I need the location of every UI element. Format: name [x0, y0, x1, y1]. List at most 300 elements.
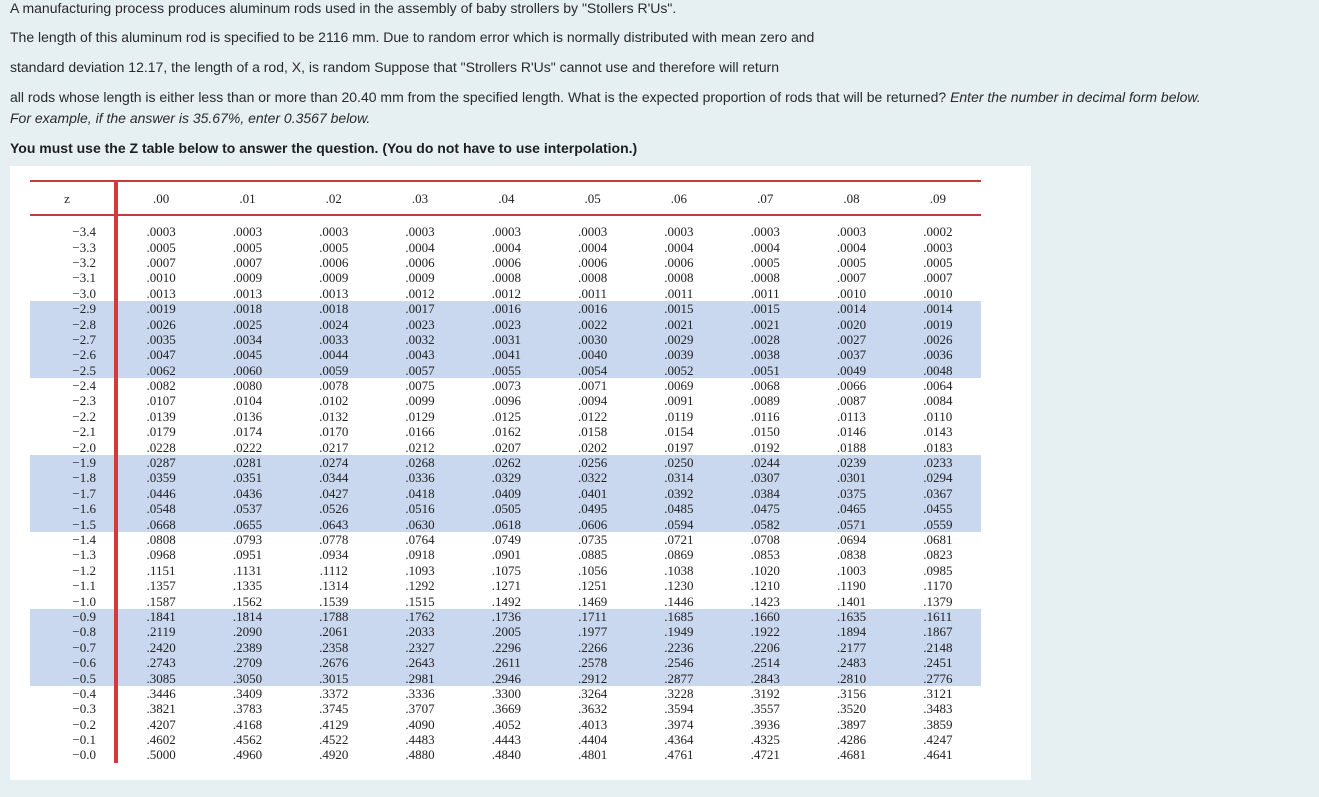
probability-cell: .0039 [636, 347, 722, 362]
table-row [30, 563, 981, 578]
z-value: −2.6 [30, 347, 116, 362]
probability-cell: .4920 [319, 747, 349, 763]
probability-cell: .2177 [808, 640, 894, 655]
probability-cell: .2451 [895, 655, 981, 670]
probability-cell: .3228 [664, 685, 694, 701]
probability-cell: .0015 [636, 301, 722, 316]
probability-cell: .0003 [405, 224, 435, 240]
probability-cell: .0222 [232, 439, 263, 455]
probability-cell: .1230 [664, 578, 694, 594]
probability-cell: .0006 [491, 254, 521, 270]
question-line-4 [10, 89, 1201, 105]
probability-cell: .0694 [836, 532, 867, 547]
probability-cell: .4013 [578, 716, 608, 732]
probability-cell: .0336 [377, 470, 463, 485]
z-value: −0.9 [30, 609, 116, 624]
z-value: −0.3 [30, 701, 116, 716]
probability-cell: .0011 [664, 285, 694, 301]
probability-cell: .0055 [463, 363, 549, 378]
probability-cell: .1401 [836, 593, 867, 609]
z-value: −0.1 [30, 732, 116, 747]
probability-cell: .0007 [232, 254, 263, 270]
probability-cell: .0202 [578, 439, 608, 455]
probability-cell: .0005 [923, 254, 953, 270]
z-value: −2.9 [30, 301, 116, 316]
probability-cell: .3446 [146, 685, 176, 701]
probability-cell: .0375 [808, 486, 894, 501]
probability-cell: .0041 [463, 347, 549, 362]
probability-cell: .0007 [146, 254, 176, 270]
probability-cell: .0010 [146, 270, 176, 286]
probability-cell: .1075 [491, 562, 521, 578]
probability-cell: .0367 [895, 486, 981, 501]
probability-cell: .4325 [750, 732, 780, 748]
probability-cell: .0294 [895, 470, 981, 485]
probability-cell: .2061 [291, 624, 377, 639]
probability-cell: .0287 [116, 455, 204, 470]
probability-cell: .3300 [491, 685, 521, 701]
probability-cell: .2206 [722, 640, 808, 655]
probability-cell: .0174 [232, 424, 263, 440]
probability-cell: .0655 [204, 516, 290, 531]
z-value: −1.5 [30, 516, 116, 531]
probability-cell: .0985 [923, 562, 953, 578]
probability-cell: .0006 [405, 254, 435, 270]
probability-cell: .0793 [232, 532, 263, 547]
z-value: −0.7 [30, 640, 116, 655]
probability-cell: .0035 [116, 332, 204, 347]
probability-cell: .3936 [750, 716, 780, 732]
probability-cell: .1492 [491, 593, 521, 609]
probability-cell: .0505 [463, 501, 549, 516]
probability-cell: .0188 [836, 439, 867, 455]
col-header: .02 [291, 181, 377, 215]
probability-cell: .0016 [549, 301, 635, 316]
probability-cell: .0005 [146, 239, 176, 255]
table-row [30, 286, 981, 301]
table-row [30, 547, 981, 562]
probability-cell: .4207 [146, 716, 176, 732]
probability-cell: .2546 [636, 655, 722, 670]
probability-cell: .0003 [232, 224, 263, 240]
probability-cell: .4483 [405, 732, 435, 748]
col-header: .03 [377, 181, 463, 215]
probability-cell: .0401 [549, 486, 635, 501]
probability-cell: .1357 [146, 578, 176, 594]
probability-cell: .1446 [664, 593, 694, 609]
probability-cell: .3156 [836, 685, 867, 701]
probability-cell: .0038 [722, 347, 808, 362]
probability-cell: .1635 [808, 609, 894, 624]
probability-cell: .0004 [750, 239, 780, 255]
probability-cell: .0051 [722, 363, 808, 378]
probability-cell: .1685 [636, 609, 722, 624]
probability-cell: .0023 [463, 316, 549, 331]
probability-cell: .0217 [319, 439, 349, 455]
probability-cell: .0013 [232, 285, 263, 301]
probability-cell: .3974 [664, 716, 694, 732]
probability-cell: .0113 [837, 408, 866, 424]
probability-cell: .2776 [895, 670, 981, 685]
probability-cell: .0681 [923, 532, 953, 547]
table-row [30, 347, 981, 362]
probability-cell: .2090 [204, 624, 290, 639]
probability-cell: .0027 [808, 332, 894, 347]
probability-cell: .1038 [664, 562, 694, 578]
probability-cell: .0030 [549, 332, 635, 347]
probability-cell: .0028 [722, 332, 808, 347]
probability-cell: .0068 [750, 378, 780, 394]
probability-cell: .0016 [463, 301, 549, 316]
probability-cell: .2981 [377, 670, 463, 685]
table-row [30, 455, 981, 470]
probability-cell: .0409 [463, 486, 549, 501]
probability-cell: .0003 [146, 224, 176, 240]
probability-cell: .0262 [463, 455, 549, 470]
probability-cell: .2119 [116, 624, 204, 639]
probability-cell: .0007 [836, 270, 867, 286]
z-value: −2.3 [30, 393, 116, 408]
probability-cell: .4443 [491, 732, 521, 748]
probability-cell: .4641 [923, 747, 953, 763]
probability-cell: .0104 [232, 393, 263, 409]
probability-cell: .0384 [722, 486, 808, 501]
probability-cell: .3897 [836, 716, 867, 732]
probability-cell: .1020 [750, 562, 780, 578]
probability-cell: .0004 [491, 239, 521, 255]
probability-cell: .0250 [636, 455, 722, 470]
probability-cell: .0934 [319, 547, 349, 563]
probability-cell: .0838 [836, 547, 867, 563]
probability-cell: .0735 [578, 532, 608, 547]
probability-cell: .0749 [491, 532, 521, 547]
probability-cell: .0021 [636, 316, 722, 331]
probability-cell: .4721 [750, 747, 780, 763]
probability-cell: .2843 [722, 670, 808, 685]
table-row [30, 439, 981, 454]
probability-cell: .0059 [291, 363, 377, 378]
probability-cell: .2389 [204, 640, 290, 655]
table-row [30, 686, 981, 701]
probability-cell: .1894 [808, 624, 894, 639]
probability-cell: .0040 [549, 347, 635, 362]
table-row [30, 624, 981, 639]
probability-cell: .0071 [578, 378, 608, 394]
probability-cell: .1922 [722, 624, 808, 639]
z-value: −1.6 [30, 501, 116, 516]
probability-cell: .4562 [232, 732, 263, 748]
probability-cell: .0043 [377, 347, 463, 362]
probability-cell: .0150 [750, 424, 780, 440]
probability-cell: .0158 [578, 424, 608, 440]
probability-cell: .0475 [722, 501, 808, 516]
probability-cell: .0064 [923, 378, 953, 394]
probability-cell: .2643 [377, 655, 463, 670]
probability-cell: .0244 [722, 455, 808, 470]
z-value: −1.9 [30, 455, 116, 470]
probability-cell: .0057 [377, 363, 463, 378]
probability-cell: .0008 [491, 270, 521, 286]
probability-cell: .0559 [895, 516, 981, 531]
probability-cell: .0329 [463, 470, 549, 485]
z-value: −3.3 [30, 239, 116, 254]
probability-cell: .0446 [116, 486, 204, 501]
z-value: −1.8 [30, 470, 116, 485]
probability-cell: .0146 [836, 424, 867, 440]
question-line-4-hint: Enter the number in decimal form below. [950, 89, 1201, 105]
probability-cell: .0036 [895, 347, 981, 362]
probability-cell: .1562 [232, 593, 263, 609]
probability-cell: .3015 [291, 670, 377, 685]
probability-cell: .0033 [291, 332, 377, 347]
table-row [30, 732, 981, 747]
probability-cell: .3745 [319, 701, 349, 717]
z-value: −3.2 [30, 255, 116, 270]
probability-cell: .0778 [319, 532, 349, 547]
table-row [30, 301, 981, 316]
table-row [30, 701, 981, 716]
probability-cell: .2266 [549, 640, 635, 655]
probability-cell: .4129 [319, 716, 349, 732]
question-line-4-text: all rods whose length is either less than or more than 20.40 mm from the specified length. What is the expected proportion of rods that will be returned? [10, 89, 951, 105]
probability-cell: .0606 [549, 516, 635, 531]
probability-cell: .0125 [491, 408, 521, 424]
probability-cell: .1056 [578, 562, 608, 578]
probability-cell: .0102 [319, 393, 349, 409]
col-header: .05 [549, 181, 635, 215]
probability-cell: .0495 [549, 501, 635, 516]
probability-cell: .0005 [319, 239, 349, 255]
probability-cell: .0116 [750, 408, 780, 424]
probability-cell: .0003 [664, 224, 694, 240]
probability-cell: .0122 [578, 408, 608, 424]
probability-cell: .1190 [837, 578, 866, 594]
probability-cell: .1271 [491, 578, 521, 594]
probability-cell: .4090 [405, 716, 435, 732]
z-table-image [10, 166, 1031, 780]
probability-cell: .2296 [463, 640, 549, 655]
z-value: −0.6 [30, 655, 116, 670]
table-row [30, 501, 981, 516]
probability-cell: .0066 [836, 378, 867, 394]
z-table-body [30, 224, 981, 763]
probability-cell: .2912 [549, 670, 635, 685]
probability-cell: .0136 [232, 408, 263, 424]
table-row [30, 655, 981, 670]
z-table [30, 180, 981, 763]
table-row [30, 270, 981, 285]
probability-cell: .1539 [319, 593, 349, 609]
probability-cell: .0011 [578, 285, 608, 301]
table-row [30, 363, 981, 378]
probability-cell: .1292 [405, 578, 435, 594]
probability-cell: .0170 [319, 424, 349, 440]
table-row [30, 747, 981, 762]
probability-cell: .0024 [291, 316, 377, 331]
probability-cell: .0025 [204, 316, 290, 331]
probability-cell: .1112 [319, 562, 348, 578]
probability-cell: .1093 [405, 562, 435, 578]
probability-cell: .0359 [116, 470, 204, 485]
probability-cell: .0045 [204, 347, 290, 362]
col-header: .08 [808, 181, 894, 215]
probability-cell: .0455 [895, 501, 981, 516]
z-value: −1.2 [30, 563, 116, 578]
probability-cell: .4880 [405, 747, 435, 763]
probability-cell: .2327 [377, 640, 463, 655]
probability-cell: .0918 [405, 547, 435, 563]
probability-cell: .2005 [463, 624, 549, 639]
probability-cell: .0901 [491, 547, 521, 563]
probability-cell: .4052 [491, 716, 521, 732]
probability-cell: .0427 [291, 486, 377, 501]
probability-cell: .0015 [722, 301, 808, 316]
probability-cell: .0084 [923, 393, 953, 409]
probability-cell: .0018 [291, 301, 377, 316]
probability-cell: .1210 [750, 578, 780, 594]
probability-cell: .0052 [636, 363, 722, 378]
probability-cell: .3669 [491, 701, 521, 717]
probability-cell: .0054 [549, 363, 635, 378]
probability-cell: .0094 [578, 393, 608, 409]
probability-cell: .0351 [204, 470, 290, 485]
probability-cell: .0630 [377, 516, 463, 531]
probability-cell: .0069 [664, 378, 694, 394]
probability-cell: .4801 [578, 747, 608, 763]
probability-cell: .0721 [664, 532, 694, 547]
probability-cell: .0004 [578, 239, 608, 255]
z-value: −2.1 [30, 424, 116, 439]
probability-cell: .1423 [750, 593, 780, 609]
probability-cell: .0668 [116, 516, 204, 531]
probability-cell: .0274 [291, 455, 377, 470]
probability-cell: .0322 [549, 470, 635, 485]
probability-cell: .0268 [377, 455, 463, 470]
z-value: −1.3 [30, 547, 116, 562]
probability-cell: .0618 [463, 516, 549, 531]
probability-cell: .1762 [377, 609, 463, 624]
probability-cell: .4602 [146, 732, 176, 748]
probability-cell: .0143 [923, 424, 953, 440]
table-row [30, 424, 981, 439]
probability-cell: .4522 [319, 732, 349, 748]
table-row [30, 470, 981, 485]
z-value: −2.0 [30, 439, 116, 454]
probability-cell: .0012 [491, 285, 521, 301]
z-value: −1.7 [30, 486, 116, 501]
probability-cell: .0869 [664, 547, 694, 563]
z-value: −3.4 [30, 224, 116, 239]
table-row [30, 378, 981, 393]
probability-cell: .0183 [923, 439, 953, 455]
probability-cell: .0003 [578, 224, 608, 240]
probability-cell: .0485 [636, 501, 722, 516]
probability-cell: .0139 [146, 408, 176, 424]
probability-cell: .0516 [377, 501, 463, 516]
probability-cell: .5000 [146, 747, 176, 763]
probability-cell: .0003 [750, 224, 780, 240]
probability-cell: .0082 [146, 378, 176, 394]
probability-cell: .0003 [923, 239, 953, 255]
probability-cell: .1131 [233, 562, 262, 578]
probability-cell: .0392 [636, 486, 722, 501]
probability-cell: .3372 [319, 685, 349, 701]
probability-cell: .1151 [146, 562, 176, 578]
probability-cell: .0228 [146, 439, 176, 455]
probability-cell: .0010 [836, 285, 867, 301]
probability-cell: .0418 [377, 486, 463, 501]
probability-cell: .3409 [232, 685, 263, 701]
probability-cell: .2578 [549, 655, 635, 670]
probability-cell: .0012 [405, 285, 435, 301]
table-row [30, 316, 981, 331]
probability-cell: .0526 [291, 501, 377, 516]
question-line-3: standard deviation 12.17, the length of a rod, X, is random Suppose that "Strollers R'Us" cannot use and therefore will return [10, 59, 780, 75]
probability-cell: .0885 [578, 547, 608, 563]
probability-cell: .1587 [146, 593, 176, 609]
probability-cell: .1841 [116, 609, 204, 624]
probability-cell: .0207 [491, 439, 521, 455]
probability-cell: .3264 [578, 685, 608, 701]
probability-cell: .0110 [923, 408, 953, 424]
probability-cell: .2358 [291, 640, 377, 655]
probability-cell: .0018 [204, 301, 290, 316]
probability-cell: .0002 [923, 224, 953, 240]
col-header: .07 [722, 181, 808, 215]
probability-cell: .0344 [291, 470, 377, 485]
probability-cell: .0019 [116, 301, 204, 316]
probability-cell: .0006 [578, 254, 608, 270]
table-row [30, 332, 981, 347]
probability-cell: .0023 [377, 316, 463, 331]
probability-cell: .0010 [923, 285, 953, 301]
probability-cell: .2611 [463, 655, 549, 670]
probability-cell: .0004 [836, 239, 867, 255]
probability-cell: .0582 [722, 516, 808, 531]
probability-cell: .1711 [549, 609, 635, 624]
probability-cell: .0129 [405, 408, 435, 424]
probability-cell: .0281 [204, 455, 290, 470]
col-header: .00 [116, 181, 204, 215]
table-row [30, 593, 981, 608]
probability-cell: .4404 [578, 732, 608, 748]
probability-cell: .0044 [291, 347, 377, 362]
probability-cell: .0037 [808, 347, 894, 362]
z-value: −0.0 [30, 747, 116, 762]
probability-cell: .3821 [146, 701, 176, 717]
probability-cell: .0047 [116, 347, 204, 362]
probability-cell: .1611 [895, 609, 981, 624]
table-row [30, 516, 981, 531]
table-row [30, 670, 981, 685]
probability-cell: .2810 [808, 670, 894, 685]
probability-cell: .0179 [146, 424, 176, 440]
probability-cell: .0256 [549, 455, 635, 470]
probability-cell: .0019 [895, 316, 981, 331]
probability-cell: .1003 [836, 562, 867, 578]
probability-cell: .0436 [204, 486, 290, 501]
z-value: −2.5 [30, 363, 116, 378]
probability-cell: .1867 [895, 624, 981, 639]
probability-cell: .3336 [405, 685, 435, 701]
probability-cell: .1814 [204, 609, 290, 624]
probability-cell: .0003 [319, 224, 349, 240]
probability-cell: .2676 [291, 655, 377, 670]
probability-cell: .2236 [636, 640, 722, 655]
probability-cell: .4286 [836, 732, 867, 748]
probability-cell: .1469 [578, 593, 608, 609]
probability-cell: .0594 [636, 516, 722, 531]
